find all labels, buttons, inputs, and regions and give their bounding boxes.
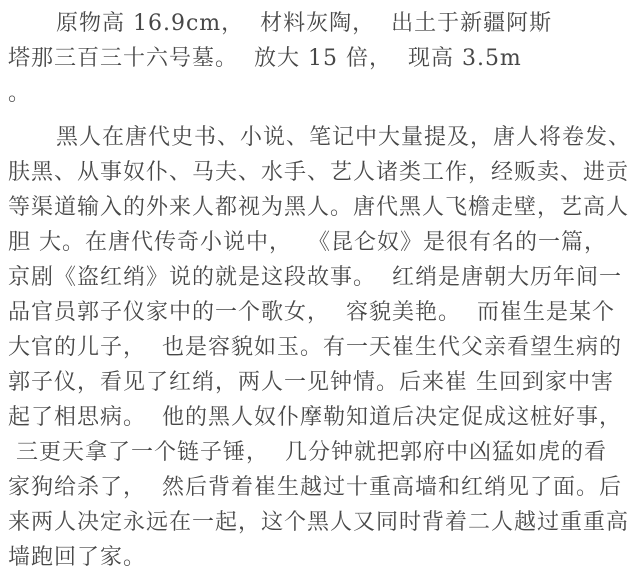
text-line: 来两人决定永远在一起，这个黑人又同时背着二人越过重重高 (8, 510, 630, 535)
text-line: 原物高 16.9cm， 材料灰陶， 出土于新疆阿斯 (56, 11, 553, 36)
text-line: 。 (8, 81, 32, 106)
text-line: 肤黑、从事奴仆、马夫、水手、艺人诸类工作，经贩卖、进贡 (8, 160, 630, 185)
text-line: 等渠道输入的外来人都视为黑人。唐代黑人飞檐走壁，艺高人 (8, 195, 630, 220)
text-line: 大官的儿子， 也是容貌如玉。有一天崔生代父亲看望生病的 (8, 335, 622, 360)
text-line: 郭子仪，看见了红绡，两人一见钟情。后来崔 生回到家中害 (8, 370, 614, 395)
text-line: 品官员郭子仪家中的一个歌女， 容貌美艳。 而崔生是某个 (8, 300, 615, 325)
text-line: 黑人在唐代史书、小说、笔记中大量提及，唐人将卷发、 (56, 125, 632, 150)
text-line: 墙跑回了家。 (8, 545, 147, 570)
paragraph-artifact-info (8, 6, 636, 111)
text-line: 胆 大。在唐代传奇小说中， 《昆仑奴》是很有名的一篇， (8, 230, 607, 255)
text-line: 三更天拿了一个链子锤， 几分钟就把郭府中凶猛如虎的看 (8, 440, 607, 465)
text-line: 塔那三百三十六号墓。 放大 15 倍， 现高 3.5m (8, 46, 522, 71)
text-line: 家狗给杀了， 然后背着崔生越过十重高墙和红绡见了面。后 (8, 475, 622, 500)
paragraph-kunlun-slave-story (8, 120, 636, 575)
text-line: 京剧《盗红绡》说的就是这段故事。 红绡是唐朝大历年间一 (8, 265, 622, 290)
text-line: 起了相思病。 他的黑人奴仆摩勒知道后决定促成这桩好事， (8, 405, 622, 430)
